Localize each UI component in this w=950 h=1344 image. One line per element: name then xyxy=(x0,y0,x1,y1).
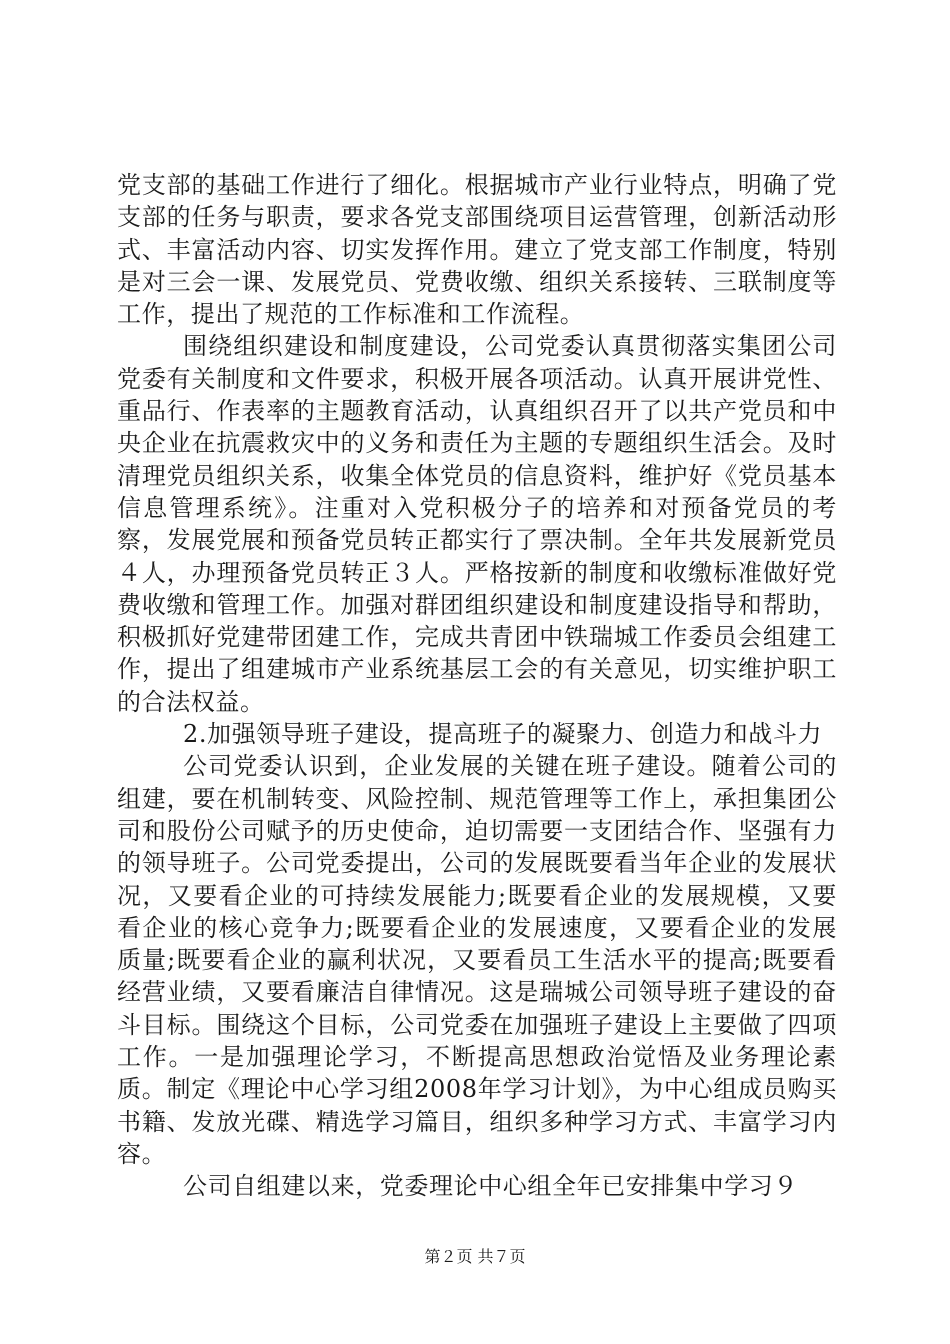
document-body xyxy=(117,169,837,1203)
paragraph-1: 党支部的基础工作进行了细化。根据城市产业行业特点，明确了党支部的任务与职责，要求各党支部围绕项目运营管理，创新活动形式、丰富活动内容、切实发挥作用。建立了党支部工作制度，特别是对三会一课、发展党员、党费收缴、组织关系接转、三联制度等工作，提出了规范的工作标准和工作流程。 xyxy=(117,171,837,329)
paragraph-3: 公司党委认识到，企业发展的关键在班子建设。随着公司的组建，要在机制转变、风险控制、规范管理等工作上，承担集团公司和股份公司赋予的历史使命，迫切需要一支团结合作、坚强有力的领导班子。公司党委提出，公司的发展既要看当年企业的发展状况，又要看企业的可持续发展能力;既要看企业的发展规模，又要看企业的核心竞争力;既要看企业的发展速度，又要看企业的发展质量;既要看企业的赢利状况，又要看员工生活水平的提高;既要看经营业绩，又要看廉洁自律情况。这是瑞城公司领导班子建设的奋斗目标。围绕这个目标，公司党委在加强班子建设上主要做了四项工作。一是加强理论学习，不断提高思想政治觉悟及业务理论素质。制定《理论中心学习组2008年学习计划》，为中心组成员购买书籍、发放光碟、精选学习篇目，组织多种学习方式、丰富学习内容。 xyxy=(117,752,837,1168)
page-number-footer: 第２页 共７页 xyxy=(424,1247,526,1266)
paragraph-2: 围绕组织建设和制度建设，公司党委认真贯彻落实集团公司党委有关制度和文件要求，积极开展各项活动。认真开展讲党性、重品行、作表率的主题教育活动，认真组织召开了以共产党员和中央企业在抗震救灾中的义务和责任为主题的专题组织生活会。及时清理党员组织关系，收集全体党员的信息资料，维护好《党员基本信息管理系统》。注重对入党积极分子的培养和对预备党员的考察，发展党展和预备党员转正都实行了票决制。全年共发展新党员４人，办理预备党员转正３人。严格按新的制度和收缴标准做好党费收缴和管理工作。加强对群团组织建设和制度建设指导和帮助，积极抓好党建带团建工作，完成共青团中铁瑞城工作委员会组建工作，提出了组建城市产业系统基层工会的有关意见，切实维护职工的合法权益。 xyxy=(117,332,837,716)
paragraph-4: 公司自组建以来，党委理论中心组全年已安排集中学习９ xyxy=(183,1172,798,1201)
section-heading: 2.加强领导班子建设，提高班子的凝聚力、创造力和战斗力 xyxy=(183,720,823,749)
